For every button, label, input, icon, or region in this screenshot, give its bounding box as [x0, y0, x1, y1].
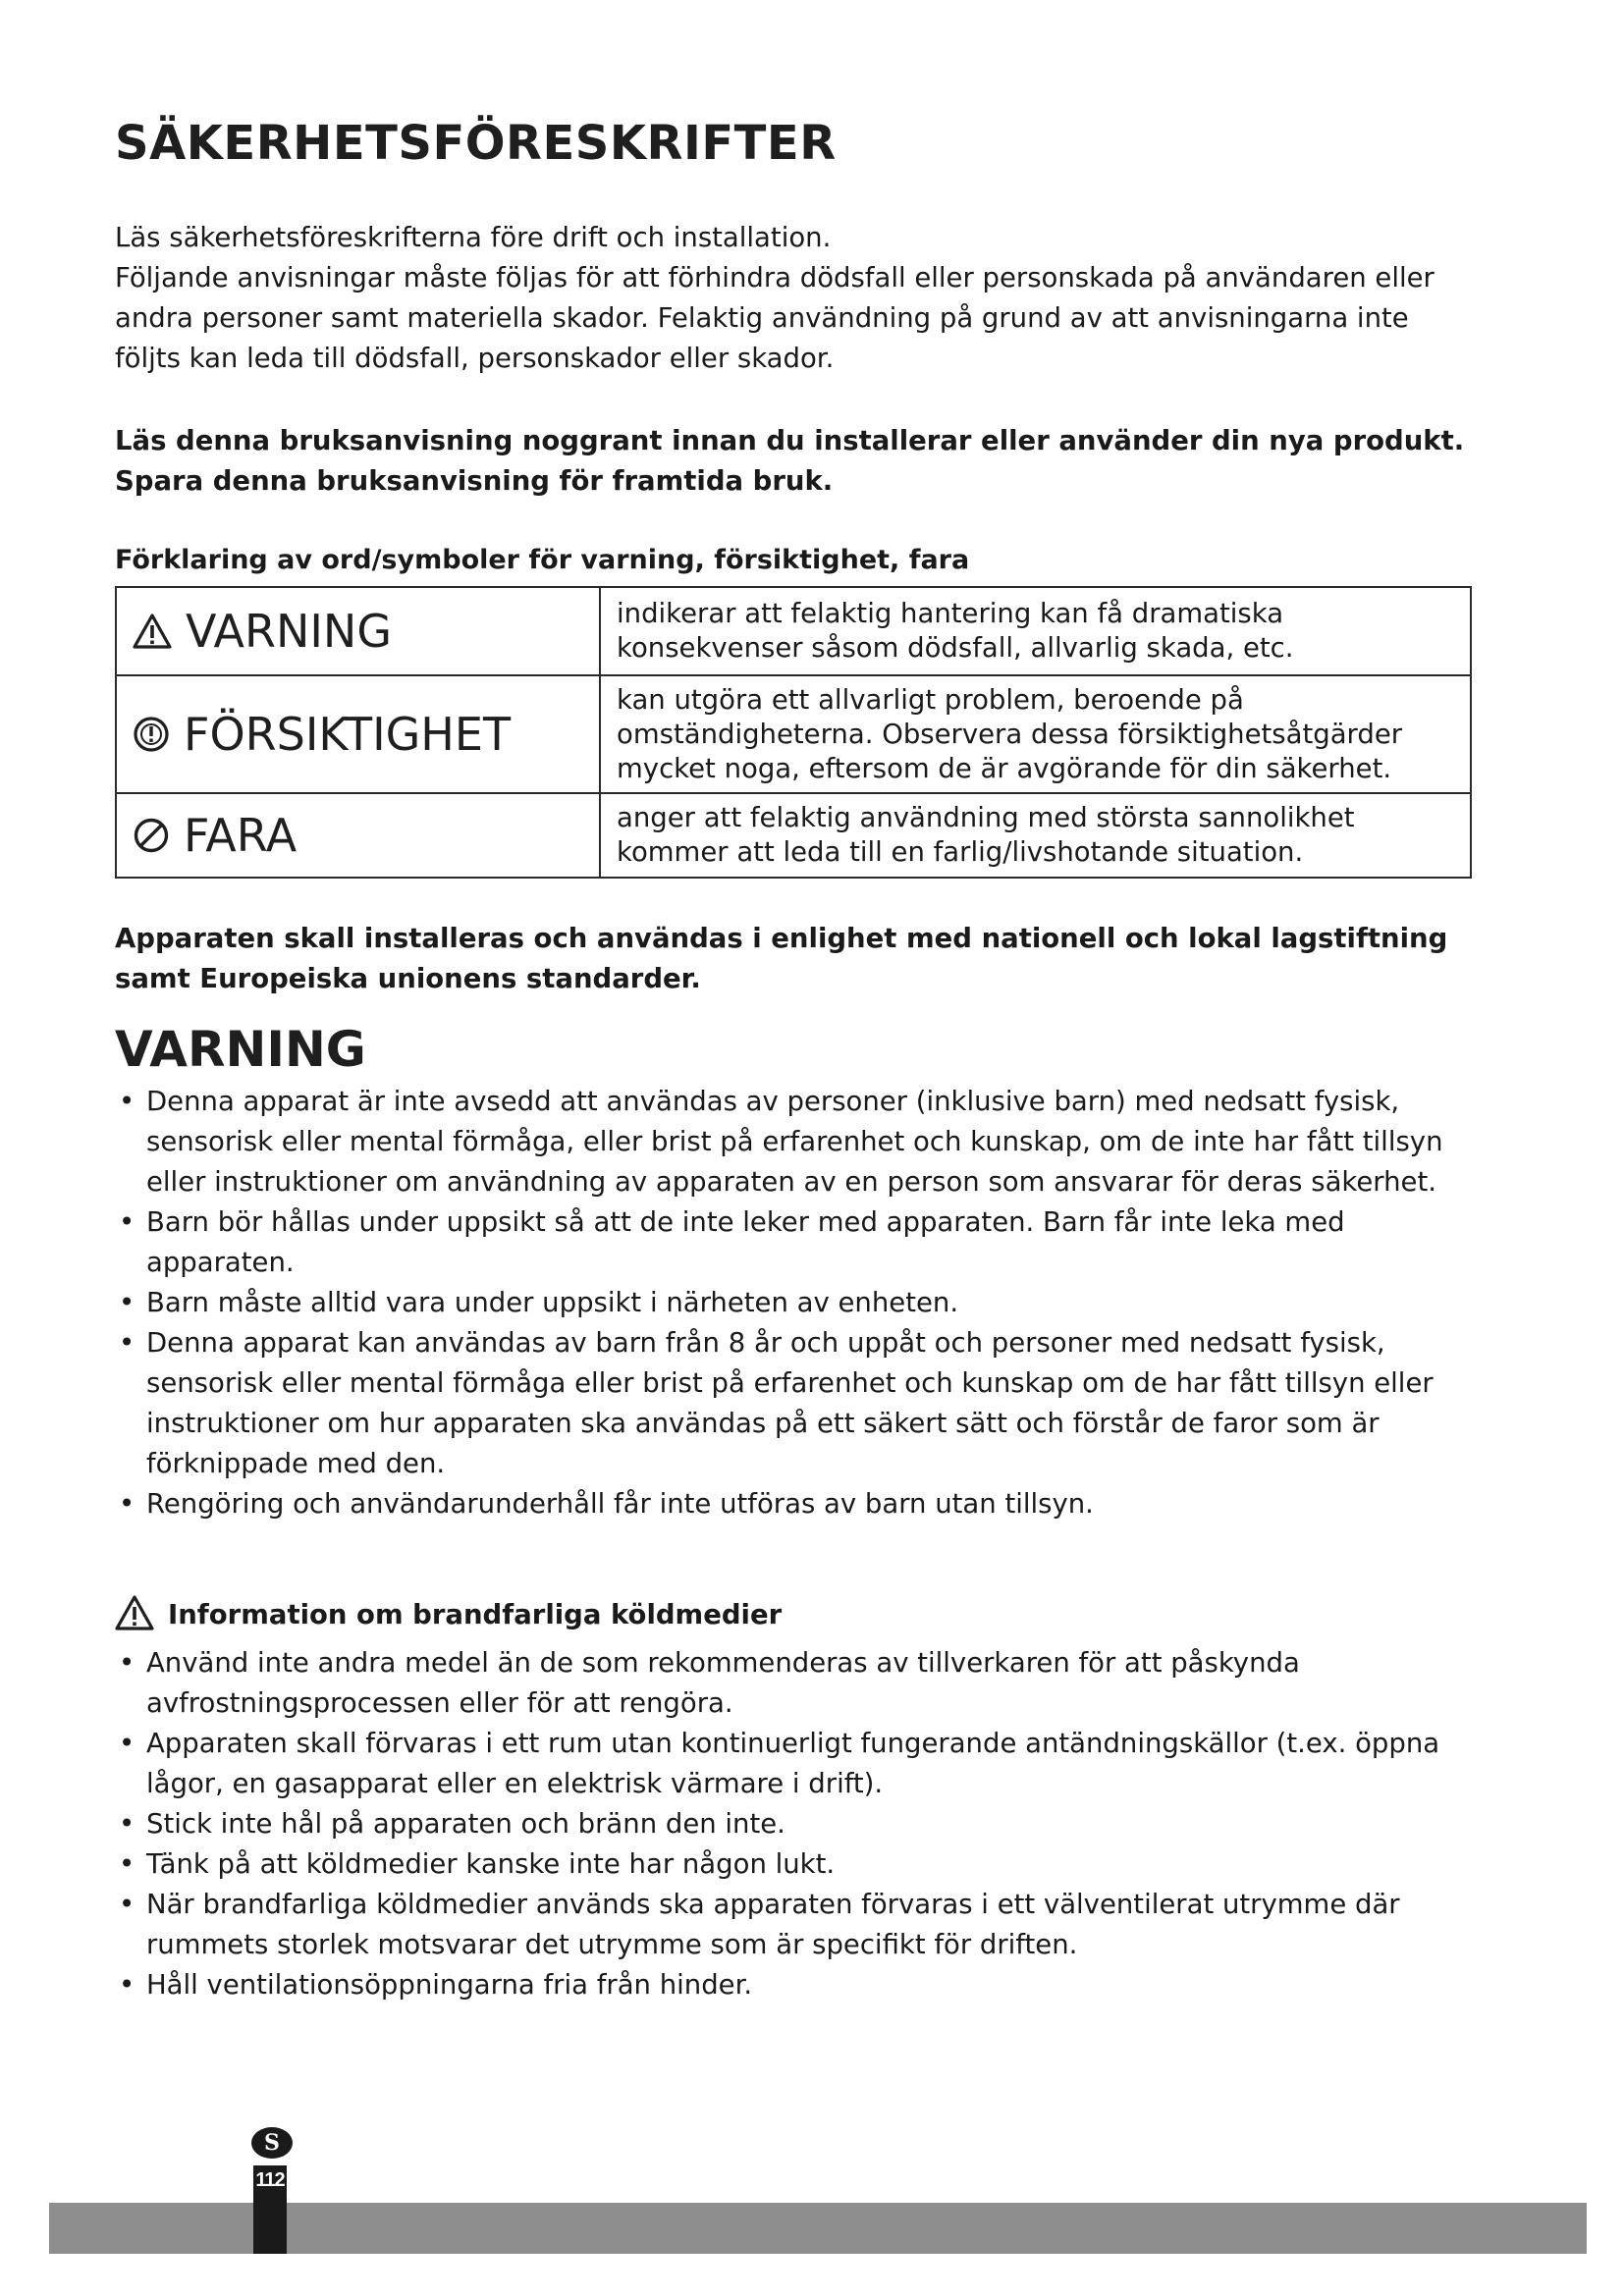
intro-paragraph: Följande anvisningar måste följas för att förhindra dödsfall eller personskada på användaren eller andra personer samt materiella skador. Felaktig användning på grund av att anvisningarna inte följts kan leda till dödsfall, personskador eller skador.	[115, 262, 1435, 374]
list-item: • Rengöring och användarunderhåll får inte utföras av barn utan tillsyn.	[115, 1484, 1480, 1524]
language-badge: S	[251, 2127, 293, 2159]
symbol-label: VARNING	[186, 605, 392, 658]
table-row	[116, 793, 1471, 878]
bullet-icon: •	[119, 1647, 135, 1679]
bullet-icon: •	[119, 1327, 135, 1359]
caution-circle-icon	[133, 716, 170, 753]
manual-note: Läs denna bruksanvisning noggrant innan du installerar eller använder din nya produkt. Spara denna bruksanvisning för framtida bruk.	[115, 425, 1465, 497]
list-item: • När brandfarliga köldmedier används ska apparaten förvaras i ett välventilerat utrymme där rummets storlek motsvarar det utrymme som är specifikt för driften.	[115, 1885, 1480, 1965]
refrigerant-heading	[115, 1595, 782, 1630]
list-item: • Håll ventilationsöppningarna fria från hinder.	[115, 1965, 1480, 2005]
list-item: • Stick inte hål på apparaten och bränn den inte.	[115, 1804, 1480, 1844]
bullet-icon: •	[119, 1287, 135, 1318]
list-item: • Använd inte andra medel än de som rekommenderas av tillverkaren för att påskynda avfrostningsprocessen eller för att rengöra.	[115, 1643, 1480, 1724]
list-item: • Barn bör hållas under uppsikt så att de inte leker med apparaten. Barn får inte leka med apparaten.	[115, 1202, 1480, 1283]
symbol-description: indikerar att felaktig hantering kan få dramatiska konsekvenser såsom dödsfall, allvarlig skada, etc.	[600, 587, 1471, 675]
bullet-icon: •	[119, 1206, 135, 1238]
table-row	[116, 675, 1471, 793]
symbol-label: FÖRSIKTIGHET	[184, 708, 512, 761]
symbols-heading: Förklaring av ord/symboler för varning, försiktighet, fara	[115, 545, 970, 575]
bullet-icon: •	[119, 1488, 135, 1520]
refrigerant-list	[115, 1643, 1480, 2005]
symbols-table	[115, 586, 1472, 879]
prohibition-icon	[133, 817, 170, 854]
list-item: • Apparaten skall förvaras i ett rum utan kontinuerligt fungerande antändningskällor (t.ex. öppna lågor, en gasapparat eller en elektrisk värmare i drift).	[115, 1724, 1480, 1804]
symbol-description: kan utgöra ett allvarligt problem, beroende på omständigheterna. Observera dessa försiktighetsåtgärder mycket noga, eftersom de är avgörande för din säkerhet.	[600, 675, 1471, 793]
bullet-icon: •	[119, 1086, 135, 1117]
list-item: • Denna apparat är inte avsedd att användas av personer (inklusive barn) med nedsatt fysisk, sensorisk eller mental förmåga, eller brist på erfarenhet och kunskap, om de inte har fått tillsyn eller instruktioner om användning av apparaten av en person som ansvarar för deras säkerhet.	[115, 1082, 1480, 1202]
symbol-label: FARA	[184, 809, 298, 862]
page-number: 112	[255, 2169, 285, 2191]
symbol-description: anger att felaktig användning med största sannolikhet kommer att leda till en farlig/livshotande situation.	[600, 793, 1471, 878]
warning-triangle-icon	[133, 614, 172, 649]
page-title: SÄKERHETSFÖRESKRIFTER	[115, 116, 837, 171]
warning-heading: VARNING	[115, 1021, 366, 1078]
bullet-icon: •	[119, 1969, 135, 2001]
list-item: • Denna apparat kan användas av barn från 8 år och uppåt och personer med nedsatt fysisk, sensorisk eller mental förmåga eller brist på erfarenhet och kunskap om de har fått tillsyn eller instruktioner om hur apparaten ska användas på ett säkert sätt och förstår de faror som är förknippade med den.	[115, 1323, 1480, 1484]
list-item: • Tänk på att köldmedier kanske inte har någon lukt.	[115, 1844, 1480, 1885]
bullet-icon: •	[119, 1889, 135, 1920]
intro-line: Läs säkerhetsföreskrifterna före drift och installation.	[115, 222, 832, 253]
intro-text	[115, 218, 1480, 379]
table-row	[116, 587, 1471, 675]
refrigerant-heading-text: Information om brandfarliga köldmedier	[168, 1599, 783, 1630]
warning-triangle-icon	[115, 1595, 154, 1630]
bullet-icon: •	[119, 1808, 135, 1840]
list-item: • Barn måste alltid vara under uppsikt i närheten av enheten.	[115, 1283, 1480, 1323]
bullet-icon: •	[119, 1728, 135, 1759]
bullet-icon: •	[119, 1848, 135, 1880]
warning-list	[115, 1082, 1480, 1524]
compliance-note: Apparaten skall installeras och användas i enlighet med nationell och lokal lagstiftning samt Europeiska unionens standarder.	[115, 923, 1448, 994]
